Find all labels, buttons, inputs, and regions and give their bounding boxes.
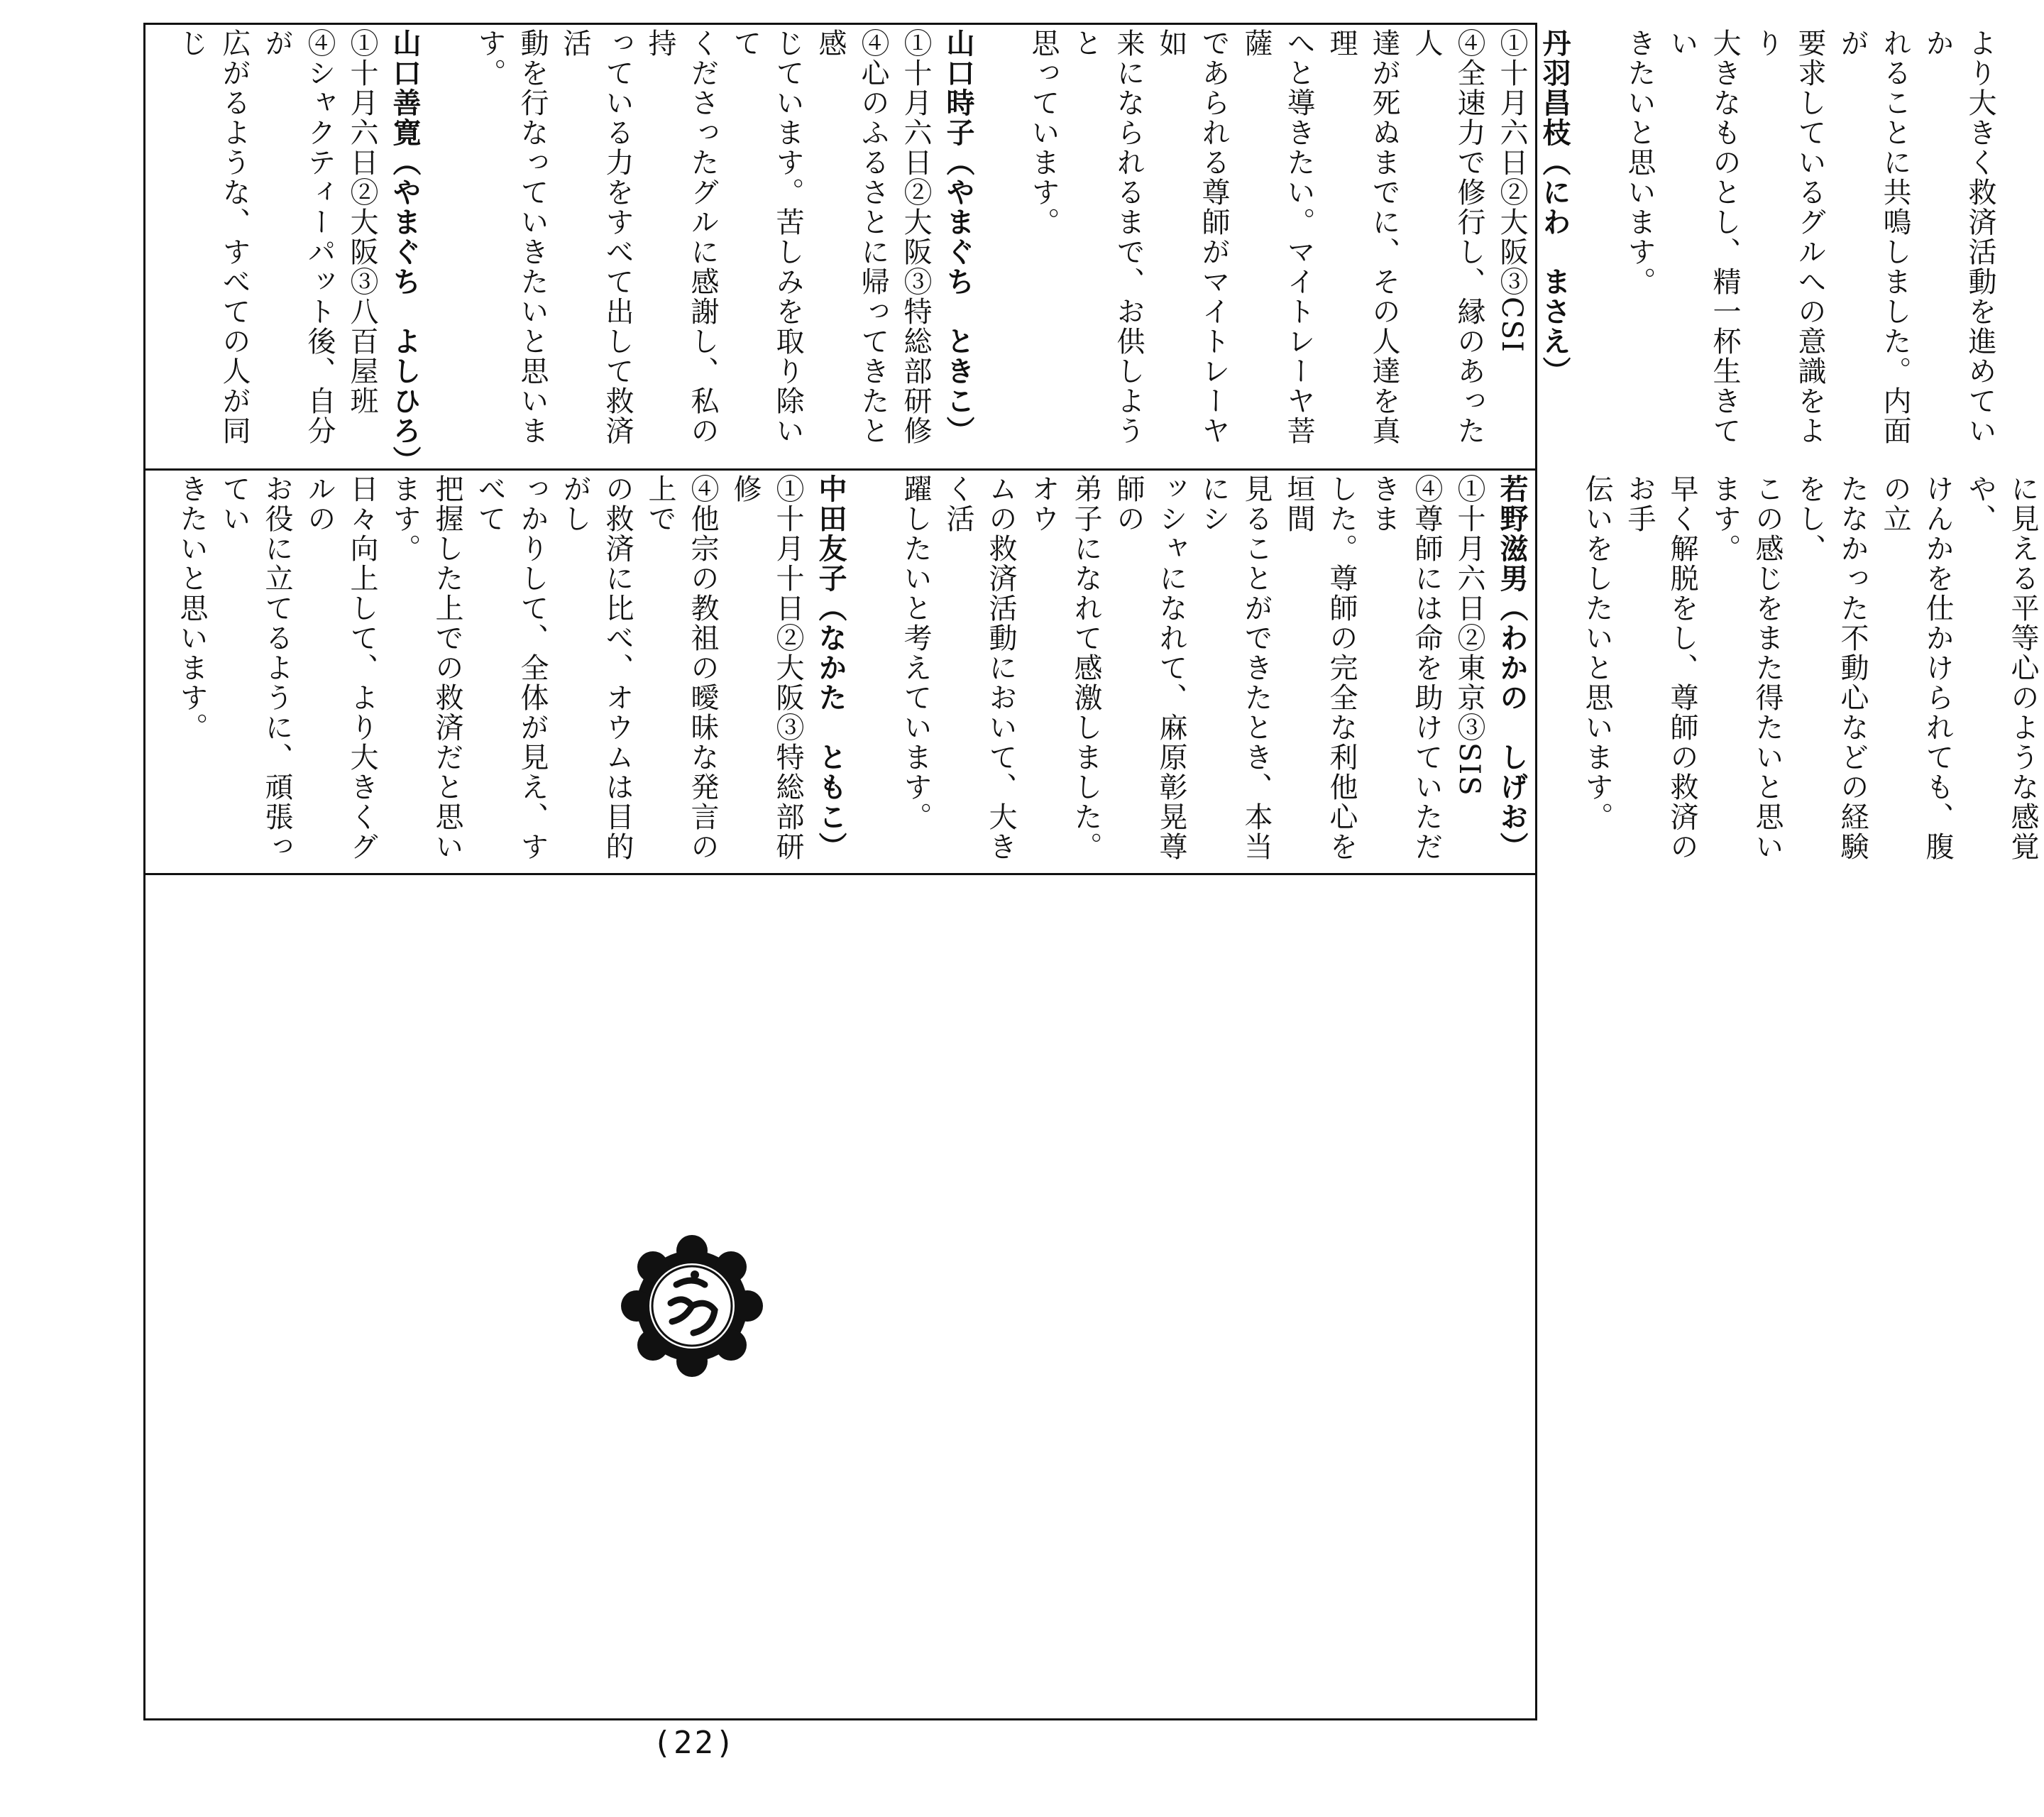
middle-text-line: 日々向上して、より大きくグルの — [303, 474, 378, 862]
om-lotus-seal-icon — [621, 1235, 763, 1377]
middle-text-line: に見える平等心のような感覚や、 — [1964, 474, 2039, 862]
upper-text-line: 達が死ぬまでに、その人達を真理 — [1325, 28, 1400, 446]
middle-text-line: 早く解脱をし、尊師の救済のお手 — [1623, 474, 1698, 862]
middle-text-line: ④尊師には命を助けていただきま — [1368, 474, 1443, 862]
middle-text-line: した。尊師の完全な利他心を垣間 — [1282, 474, 1358, 862]
middle-text-line: ④他宗の教祖の曖昧な発言の上で — [644, 474, 719, 862]
upper-text-line — [426, 28, 468, 463]
upper-text-line — [979, 28, 1022, 463]
upper-text-line: であられる尊師がマイトレーヤ如 — [1155, 28, 1230, 446]
upper-text-line: 動を行なっていきたいと思います。 — [473, 28, 549, 446]
middle-text-line: っかりして、全体が見え、すべて — [473, 474, 549, 862]
upper-text-line — [1576, 28, 1618, 463]
middle-text-line: ①十月十日②大阪③特総部研修 — [729, 474, 804, 862]
upper-text-line: ④心のふるさとに帰ってきたと感 — [814, 28, 889, 446]
middle-text-line — [1533, 474, 1576, 869]
middle-text-line: ッシャになれて、麻原彰晃尊師の — [1112, 474, 1187, 862]
middle-text-line: たなかった不動心などの経験をし、 — [1793, 474, 1869, 862]
middle-text-line: けんかを仕かけられても、腹の立 — [1879, 474, 1954, 862]
upper-text-line: 広がるような、すべての人が同じ — [175, 28, 251, 446]
upper-text-line: 山口時子（やまぐち ときこ） — [942, 28, 975, 446]
upper-text-line: っている力をすべて出して救済活 — [559, 28, 634, 446]
middle-text-section — [170, 474, 2039, 869]
upper-text-line: ①十月六日②大阪③特総部研修 — [899, 28, 932, 446]
middle-text-line: お役に立てるように、頑張ってい — [218, 474, 293, 862]
middle-text-line — [852, 474, 894, 869]
middle-vertical-text — [170, 474, 2044, 869]
middle-text-line: 弟子になれて感激しました。オウ — [1027, 474, 1102, 862]
middle-text-line: 若野滋男（わかの しげお） — [1495, 474, 1529, 862]
upper-text-line: 大きなものとし、精一杯生きてい — [1666, 28, 1741, 446]
upper-text-line: れることに共鳴しました。内面が — [1836, 28, 1911, 446]
upper-text-line: 丹羽昌枝（にわ まさえ） — [1538, 28, 1571, 386]
page-number: (22) — [652, 1725, 737, 1761]
upper-text-line: ①十月六日②大阪③八百屋班 — [346, 28, 378, 416]
middle-text-line: ムの救済活動において、大きく活 — [942, 474, 1017, 862]
middle-text-line: 見ることができたとき、本当にシ — [1197, 474, 1273, 862]
upper-text-line: きたいと思います。 — [1623, 28, 1656, 297]
upper-text-line: くださったグルに感謝し、私の持 — [644, 28, 719, 446]
middle-text-line: ①十月六日②東京③SIS — [1453, 474, 1485, 797]
upper-text-line: 来になられるまで、お供しようと — [1070, 28, 1145, 446]
middle-text-line: この感じをまた得たいと思います。 — [1708, 474, 1784, 862]
middle-text-line: きたいと思います。 — [175, 474, 208, 742]
upper-text-line: じています。苦しみを取り除いて — [729, 28, 804, 446]
middle-text-line: 把握した上での救済だと思います。 — [388, 474, 463, 862]
middle-text-line: 躍したいと考えています。 — [899, 474, 932, 832]
middle-text-line: 伝いをしたいと思います。 — [1581, 474, 1613, 832]
middle-text-line: 中田友子（なかた ともこ） — [814, 474, 847, 862]
section-divider-top — [143, 468, 1537, 471]
upper-text-line: より大きく救済活動を進めていか — [1921, 28, 1996, 446]
upper-text-line: へと導きたい。マイトレーヤ菩薩 — [1240, 28, 1315, 446]
upper-text-line: 思っています。 — [1027, 28, 1060, 237]
upper-text-section — [170, 28, 1996, 476]
section-divider-bottom — [143, 873, 1537, 875]
upper-text-line: 要求しているグルへの意識をより — [1751, 28, 1826, 446]
upper-vertical-text — [170, 28, 2001, 476]
middle-text-line: の救済に比べ、オウムは目的がし — [559, 474, 634, 862]
upper-text-line: ①十月六日②大阪③CSI — [1495, 28, 1528, 353]
upper-text-line: ④全速力で修行し、縁のあった人 — [1410, 28, 1485, 446]
upper-text-line: ④シャクティーパット後、自分が — [260, 28, 336, 446]
upper-text-line: 山口善寛（やまぐち よしひろ） — [388, 28, 422, 476]
